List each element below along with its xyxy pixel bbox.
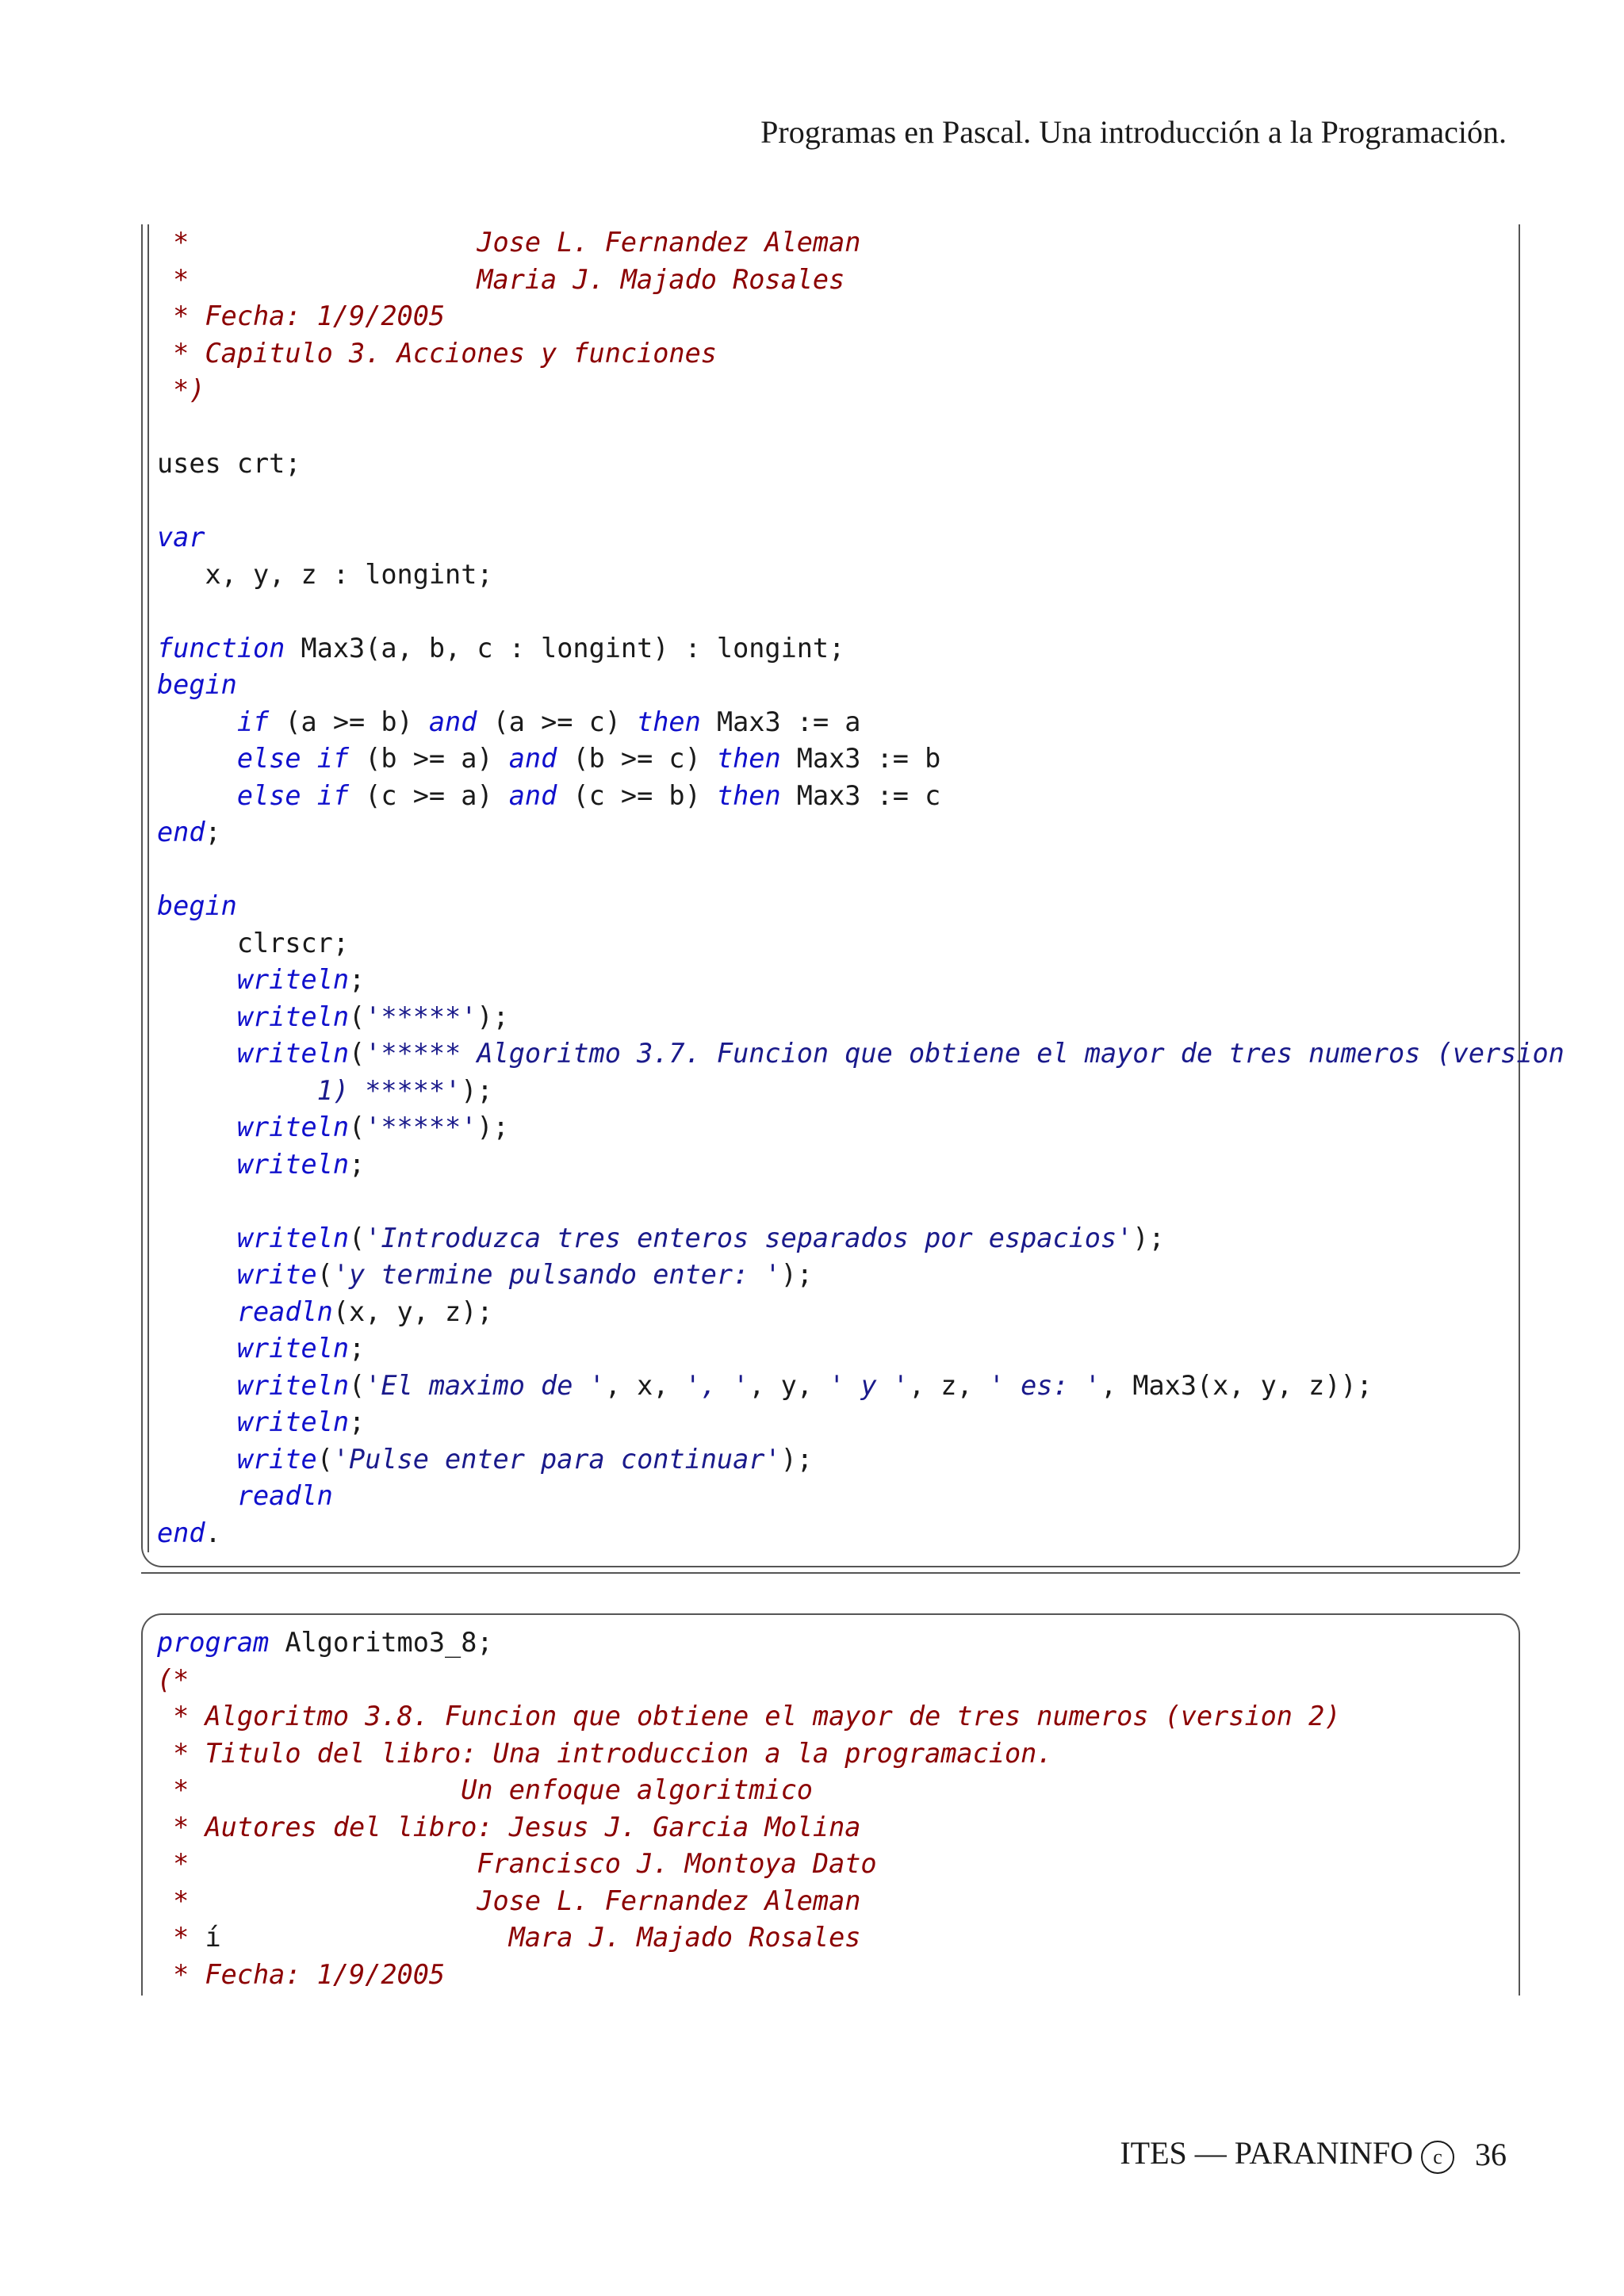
code-token: ( <box>316 1443 333 1475</box>
code-token: * Algoritmo 3.8. Funcion que obtiene el mayor de tres numeros (version 2) <box>157 1701 1341 1732</box>
frame-inner-rule <box>147 224 149 1552</box>
code-token: Algoritmo3_8; <box>269 1627 493 1658</box>
code-line <box>157 1662 1340 1699</box>
code-token <box>157 1333 237 1364</box>
code-token: Mara J. Majado Rosales <box>220 1922 861 1953</box>
code-token: * Francisco J. Montoya Dato <box>157 1848 877 1879</box>
code-token <box>157 1149 237 1180</box>
code-token: writeln <box>236 964 350 995</box>
code-line <box>157 409 1565 446</box>
code-token: ( <box>349 1369 366 1401</box>
code-token: ; <box>349 1406 366 1437</box>
code-token: (b >= c) <box>557 743 717 774</box>
code-line <box>157 704 1565 741</box>
code-token: (c >= b) <box>557 779 717 811</box>
code-line <box>157 962 1565 999</box>
frame-underline <box>141 1572 1520 1574</box>
code-token: 'Pulse enter para continuar' <box>332 1443 781 1475</box>
publisher-label: ITES — PARANINFO c <box>1120 2134 1454 2174</box>
code-token: writeln <box>236 1369 350 1401</box>
code-token: begin <box>157 890 237 921</box>
code-token: writeln <box>236 1222 350 1253</box>
code-line <box>157 1109 1565 1146</box>
code-token: if <box>220 706 270 737</box>
code-token <box>157 1223 237 1253</box>
running-header: Programas en Pascal. Una introducción a la Programación. <box>760 114 1507 150</box>
code-line <box>157 1404 1565 1441</box>
code-token <box>157 743 221 774</box>
code-token: Max3 := b <box>780 743 941 774</box>
code-line <box>157 1735 1340 1773</box>
code-token: 1) *****' <box>157 1074 462 1106</box>
code-line <box>157 1919 1340 1957</box>
code-token: writeln <box>236 1001 350 1032</box>
code-token: writeln <box>236 1148 350 1180</box>
code-token <box>157 1444 237 1475</box>
code-token: , y, <box>749 1369 829 1401</box>
code-line <box>157 1035 1565 1073</box>
code-token: then <box>716 743 781 774</box>
code-listing-algoritmo-3-7 <box>157 224 1565 1552</box>
code-token: (b >= a) <box>349 743 509 774</box>
code-token: ', ' <box>684 1369 749 1401</box>
code-line <box>157 1846 1340 1883</box>
code-line <box>157 335 1565 373</box>
code-token: (* <box>157 1663 190 1695</box>
code-token <box>157 1370 237 1401</box>
code-line <box>157 1294 1565 1331</box>
code-token: ); <box>780 1443 813 1475</box>
code-line <box>157 1624 1340 1662</box>
code-token: , Max3(x, y, z)); <box>1100 1369 1373 1401</box>
code-token: ( <box>349 1001 366 1032</box>
code-line <box>157 1515 1565 1552</box>
page-footer <box>1120 2134 1507 2174</box>
code-line <box>157 1809 1340 1846</box>
code-line <box>157 740 1565 778</box>
code-line <box>157 778 1565 815</box>
code-token: uses crt; <box>157 448 301 479</box>
code-token: clrscr; <box>157 927 350 959</box>
code-listing-algoritmo-3-8 <box>157 1624 1340 1993</box>
code-line <box>157 1441 1565 1479</box>
code-token: begin <box>157 669 237 700</box>
code-token: * Titulo del libro: Una introduccion a la programacion. <box>157 1737 1053 1769</box>
code-token: Max3 := a <box>700 706 861 737</box>
code-line <box>157 298 1565 335</box>
code-token: ); <box>477 1001 509 1032</box>
code-token: else if <box>220 743 350 774</box>
code-token: Max3(a, b, c : longint) : longint; <box>285 632 845 664</box>
code-line <box>157 1957 1340 1994</box>
code-line <box>157 1146 1565 1184</box>
code-token: ' es: ' <box>988 1369 1101 1401</box>
code-token: function <box>157 632 285 664</box>
code-line <box>157 1883 1340 1920</box>
code-token: * Jose L. Fernandez Aleman <box>157 227 861 258</box>
code-token: readln <box>236 1480 333 1511</box>
code-token: var <box>157 522 205 553</box>
code-line <box>157 1698 1340 1735</box>
code-token <box>157 964 237 995</box>
code-line <box>157 1368 1565 1405</box>
code-token <box>157 706 221 737</box>
copyright-icon: c <box>1421 2141 1454 2174</box>
code-token <box>157 1259 237 1290</box>
code-line <box>157 1330 1565 1368</box>
code-token: ); <box>780 1259 813 1290</box>
code-token: ; <box>349 1148 366 1180</box>
code-token: writeln <box>236 1112 350 1142</box>
code-token: then <box>637 706 701 737</box>
code-line <box>157 1772 1340 1809</box>
code-token <box>157 1038 237 1069</box>
page-number: 36 <box>1475 2136 1507 2172</box>
code-token: * Capitulo 3. Acciones y funciones <box>157 337 717 369</box>
code-token: í <box>205 1922 221 1953</box>
code-token: write <box>236 1259 317 1290</box>
code-token: * <box>157 1922 205 1953</box>
code-token: ; <box>205 817 221 848</box>
code-token: * Jose L. Fernandez Aleman <box>157 1885 861 1916</box>
code-token: and <box>428 706 477 737</box>
code-token: write <box>236 1443 317 1475</box>
code-line <box>157 630 1565 668</box>
code-line <box>157 593 1565 630</box>
code-token: '***** Algoritmo 3.7. Funcion que obtiene el mayor de tres numeros (version <box>365 1038 1565 1069</box>
code-token: 'Introduzca tres enteros separados por espacios' <box>365 1222 1133 1253</box>
code-token: (a >= c) <box>477 706 638 737</box>
code-line <box>157 1073 1565 1110</box>
code-token: writeln <box>236 1406 350 1437</box>
code-token: * Autores del libro: Jesus J. Garcia Molina <box>157 1811 861 1843</box>
code-token: '*****' <box>365 1001 477 1032</box>
code-line <box>157 557 1565 594</box>
code-token: * Maria J. Majado Rosales <box>157 263 845 295</box>
code-token: else if <box>220 779 350 811</box>
code-token: , z, <box>908 1369 989 1401</box>
code-line <box>157 925 1565 962</box>
code-token: writeln <box>236 1333 350 1364</box>
code-line <box>157 1183 1565 1220</box>
code-line <box>157 888 1565 925</box>
code-token: end <box>157 1517 205 1548</box>
code-token: ( <box>316 1259 333 1290</box>
code-line <box>157 262 1565 299</box>
code-token: *) <box>157 374 205 405</box>
code-line <box>157 1478 1565 1515</box>
code-line <box>157 667 1565 704</box>
code-token: end <box>157 817 205 848</box>
code-token <box>157 1406 237 1437</box>
code-line <box>157 1257 1565 1294</box>
code-line <box>157 999 1565 1036</box>
code-token <box>157 1001 237 1032</box>
code-token: . <box>205 1517 221 1548</box>
code-token <box>157 780 221 811</box>
code-token: ); <box>1132 1222 1165 1253</box>
code-token <box>157 1480 237 1511</box>
code-line <box>157 519 1565 557</box>
code-token: x, y, z : longint; <box>157 558 493 590</box>
code-token <box>157 1112 237 1142</box>
code-token: , x, <box>604 1369 685 1401</box>
code-line <box>157 483 1565 520</box>
code-line <box>157 814 1565 851</box>
code-token: writeln <box>236 1038 350 1069</box>
code-token: program <box>157 1627 270 1658</box>
code-token: * Fecha: 1/9/2005 <box>157 1958 446 1990</box>
code-token: ( <box>349 1222 366 1253</box>
code-token: * Fecha: 1/9/2005 <box>157 300 446 331</box>
code-token: Max3 := c <box>780 779 941 811</box>
code-token: then <box>716 779 781 811</box>
code-token: (a >= b) <box>269 706 429 737</box>
code-token: (x, y, z); <box>332 1295 493 1327</box>
code-token: ; <box>349 1333 366 1364</box>
code-token: and <box>508 743 557 774</box>
code-token: ); <box>477 1112 509 1142</box>
code-token: * Un enfoque algoritmico <box>157 1774 813 1805</box>
code-token: ( <box>349 1038 366 1069</box>
code-token: 'El maximo de ' <box>365 1369 605 1401</box>
code-token: ' y ' <box>829 1369 909 1401</box>
code-line <box>157 851 1565 889</box>
code-line <box>157 224 1565 262</box>
code-token: ); <box>461 1074 493 1106</box>
code-token: '*****' <box>365 1112 477 1142</box>
code-line <box>157 1220 1565 1257</box>
code-token <box>157 1296 237 1327</box>
code-token: ; <box>349 964 366 995</box>
code-line <box>157 372 1565 409</box>
code-token: (c >= a) <box>349 779 509 811</box>
code-line <box>157 446 1565 483</box>
code-token: ( <box>349 1112 366 1142</box>
code-token: and <box>508 779 557 811</box>
code-token: 'y termine pulsando enter: ' <box>332 1259 781 1290</box>
code-token: readln <box>236 1295 333 1327</box>
